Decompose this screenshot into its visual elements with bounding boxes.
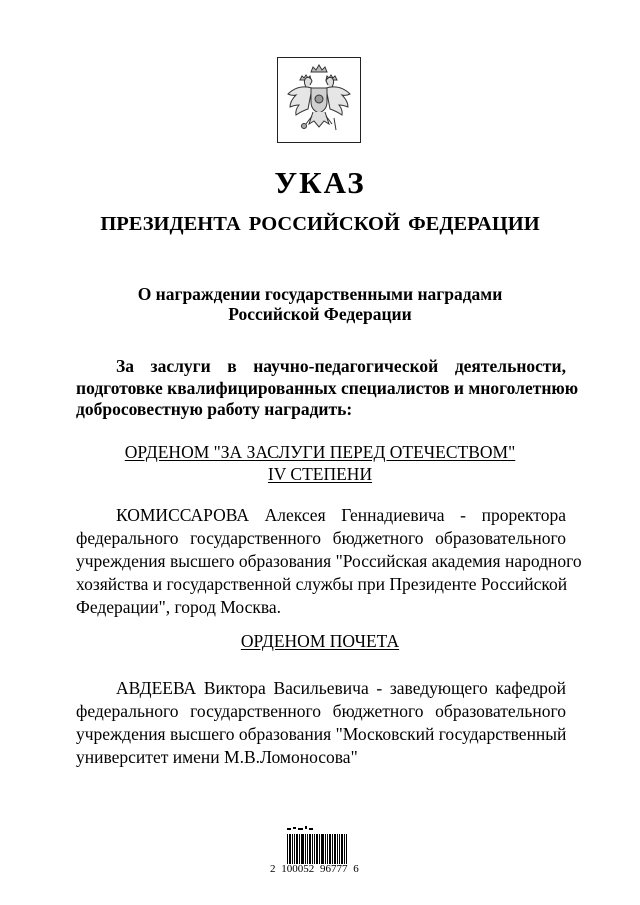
order-name-line: ОРДЕНОМ "ЗА ЗАСЛУГИ ПЕРЕД ОТЕЧЕСТВОМ" bbox=[124, 442, 516, 462]
recipient-line: хозяйства и государственной службы при Президенте Российской bbox=[76, 574, 568, 594]
order-name-line: ОРДЕНОМ ПОЧЕТА bbox=[240, 631, 400, 651]
recipient-line: учреждения высшего образования "Московский государственный bbox=[76, 724, 567, 744]
intro-line: добросовестную работу наградить: bbox=[76, 399, 353, 419]
document-subject bbox=[0, 284, 640, 324]
intro-line: подготовке квалифицированных специалистов и многолетнюю bbox=[76, 377, 579, 398]
document-title: УКАЗ bbox=[274, 165, 366, 200]
barcode-number: 2 100052 96777 6 bbox=[270, 863, 359, 875]
recipient-paragraph bbox=[76, 677, 566, 769]
subject-line: О награждении государственными наградами bbox=[137, 284, 503, 304]
recipient-line: КОМИССАРОВА Алексея Геннадиевича - проректора bbox=[116, 505, 566, 525]
state-emblem bbox=[277, 57, 361, 143]
document-issuer: ПРЕЗИДЕНТА РОССИЙСКОЙ ФЕДЕРАЦИИ bbox=[100, 213, 540, 235]
intro-line: За заслуги в научно-педагогической деятельности, bbox=[116, 356, 566, 376]
recipient-line: АВДЕЕВА Виктора Васильевича - заведующего кафедрой bbox=[116, 678, 566, 698]
recipient-line: учреждения высшего образования "Российская академия народного bbox=[76, 551, 582, 571]
barcode-icon bbox=[286, 824, 348, 864]
recipient-line: федерального государственного бюджетного образовательного bbox=[76, 528, 566, 548]
order-name-line: IV СТЕПЕНИ bbox=[267, 464, 373, 484]
subject-line: Российской Федерации bbox=[228, 304, 412, 324]
recipient-line: федерального государственного бюджетного образовательного bbox=[76, 701, 566, 721]
recipient-line: университет имени М.В.Ломоносова" bbox=[76, 747, 358, 767]
recipient-paragraph bbox=[76, 504, 582, 619]
decree-intro bbox=[76, 356, 579, 421]
award-order-heading bbox=[0, 441, 640, 485]
recipient-line: Федерации", город Москва. bbox=[76, 597, 282, 617]
award-order-heading bbox=[0, 630, 640, 652]
double-headed-eagle-emblem-icon bbox=[280, 60, 358, 140]
